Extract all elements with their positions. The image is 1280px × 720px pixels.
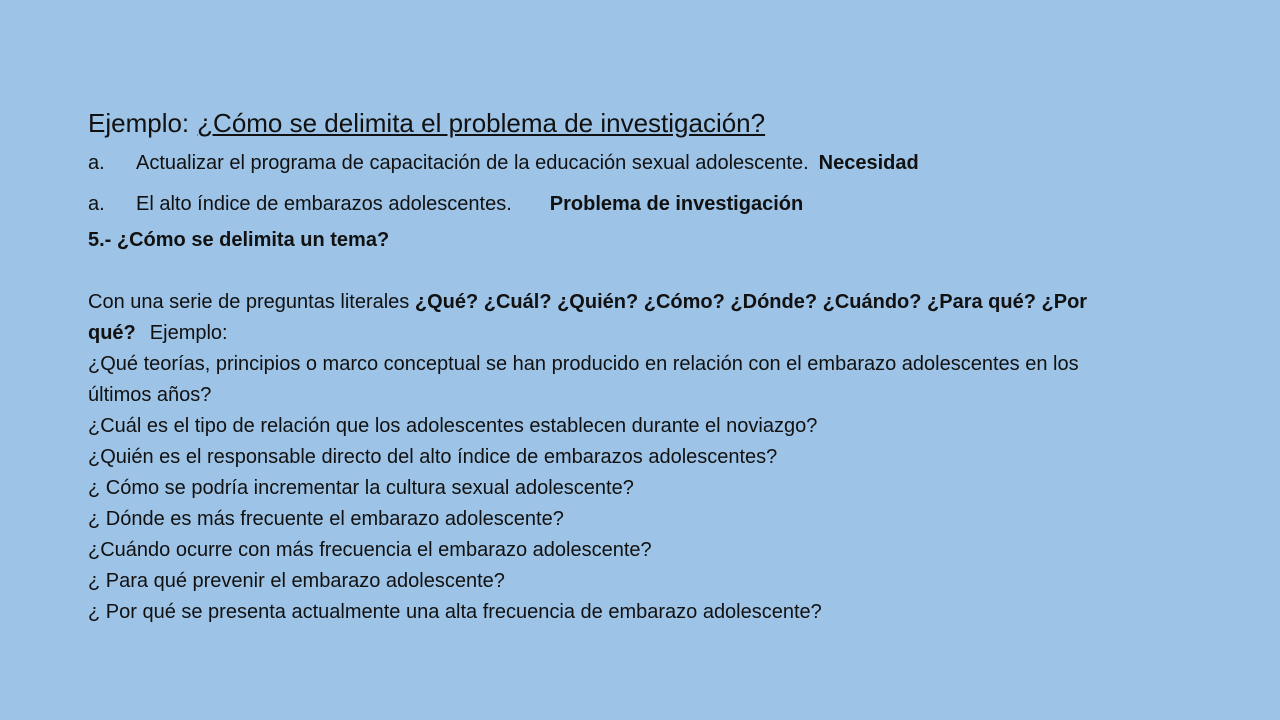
- question-line: ¿ Dónde es más frecuente el embarazo adolescente?: [88, 508, 564, 530]
- list-item-text: Actualizar el programa de capacitación de la educación sexual adolescente.: [136, 152, 809, 174]
- intro-paragraph: [88, 287, 1128, 349]
- intro-example: Ejemplo:: [149, 322, 228, 344]
- question-line: ¿ Para qué prevenir el embarazo adolescente?: [88, 570, 505, 592]
- intro-text: Con una serie de preguntas literales: [88, 291, 410, 313]
- list-marker: a.: [88, 152, 105, 174]
- list-marker: a.: [88, 193, 105, 215]
- question-line: ¿Cuál es el tipo de relación que los adolescentes establecen durante el noviazgo?: [88, 415, 818, 437]
- question-line: ¿Qué teorías, principios o marco conceptual se han producido en relación con el embarazo adolescentes en los últimos años?: [88, 353, 1079, 406]
- list-item-necesidad: [88, 150, 919, 176]
- list-item-tag: Necesidad: [818, 152, 919, 174]
- title-question: ¿Cómo se delimita el problema de investigación?: [197, 108, 766, 138]
- question-line: ¿Quién es el responsable directo del alto índice de embarazos adolescentes?: [88, 446, 778, 468]
- question-line: ¿ Cómo se podría incrementar la cultura sexual adolescente?: [88, 477, 634, 499]
- title-prefix: Ejemplo:: [88, 108, 190, 138]
- list-item-problema: [88, 191, 803, 217]
- intro-questions: ¿Qué? ¿Cuál? ¿Quién? ¿Cómo? ¿Dónde? ¿Cuándo? ¿Para qué? ¿Por qué?: [88, 291, 1088, 344]
- body-text: [88, 287, 1128, 628]
- list-item-text: El alto índice de embarazos adolescentes.: [136, 193, 512, 215]
- question-line: ¿Cuándo ocurre con más frecuencia el embarazo adolescente?: [88, 539, 652, 561]
- slide-title: [88, 106, 765, 140]
- question-line: ¿ Por qué se presenta actualmente una alta frecuencia de embarazo adolescente?: [88, 601, 822, 623]
- section-heading: 5.- ¿Cómo se delimita un tema?: [88, 229, 390, 251]
- list-item-tag: Problema de investigación: [549, 193, 804, 215]
